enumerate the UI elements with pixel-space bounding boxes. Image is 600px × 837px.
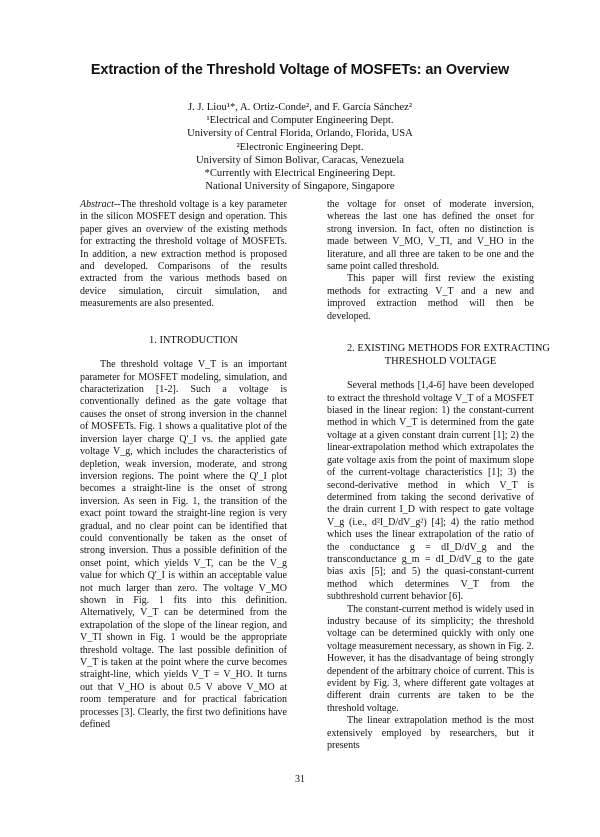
- paper-title: Extraction of the Threshold Voltage of MOSFETs: an Overview: [90, 62, 510, 78]
- section-heading-existing-methods-line1: 2. EXISTING METHODS FOR EXTRACTING: [347, 343, 550, 355]
- page-number: 31: [295, 774, 305, 785]
- left-column: [80, 199, 287, 731]
- right-column: [327, 199, 550, 752]
- affiliation-line: *Currently with Electrical Engineering Dept.: [204, 168, 396, 180]
- body-paragraph: The constant-current method is widely used in industry because of its simplicity; the threshold voltage can be determined quickly with only one voltage measurement necessary, as shown in Fig. 2. However, it has the disadvantage of being strongly dependent of the arbitrary choice of current. This is evident by Fig. 3, where different gate voltages at different drain currents are taken to be the threshold voltage.: [327, 603, 534, 714]
- abstract-label: Abstract--: [80, 199, 121, 210]
- body-paragraph: The threshold voltage V_T is an important parameter for MOSFET modeling, simulation, and characterization [1-2]. Such a voltage is conventionally defined as the gate voltage that causes the onset of strong inversion in the channel of MOSFETs. Fig. 1 shows a qualitative plot of the inversion layer charge Q'_I vs. the applied gate voltage V_g, which includes the characteristics of depletion, weak inversion, moderate, and strong inversion regions. The point where the Q'_I plot becomes a straight-line is the onset of strong inversion. As seen in Fig. 1, the transition of the exact point toward the straight-line region is very gradual, and no clear point can be identified that could conventionally be taken as the onset of strong inversion. Thus a possible definition of the onset point, which yields V_T, can be the V_g value for which Q'_I is within an acceptable value not much larger than zero. The voltage V_MO shown in Fig. 1 fits into this definition. Alternatively, V_T can be determined from the extrapolation of the slope of the linear region, and V_TI shown in Fig. 1 would be the appropriate threshold voltage. The last possible definition of V_T is taken at the point where the curve becomes straight-line, which yields V_T = V_HO. It turns out that V_HO is about 0.5 V above V_MO at room temperature and for practical fabrication processes [3]. Clearly, the first two definitions have defined: [80, 359, 287, 731]
- author-names: J. J. Liou¹*, A. Ortiz-Conde², and F. García Sánchez²: [187, 102, 413, 113]
- affiliation-line: National University of Singapore, Singapore: [205, 181, 395, 193]
- affiliation-line: University of Simon Bolivar, Caracas, Venezuela: [196, 154, 404, 166]
- affiliation-line: ¹Electrical and Computer Engineering Dept.: [206, 115, 394, 127]
- body-paragraph: The linear extrapolation method is the most extensively employed by researchers, but it presents: [327, 715, 534, 752]
- affiliation-line: ²Electronic Engineering Dept.: [236, 141, 364, 153]
- abstract: [80, 199, 287, 311]
- body-paragraph: This paper will first review the existing methods for extracting V_T and a new and improved extraction method will then be developed.: [327, 273, 534, 322]
- abstract-text: The threshold voltage is a key parameter in the silicon MOSFET design and operation. This paper gives an overview of the existing methods for extracting the threshold voltage of MOSFETs. In addition, a new extraction method is proposed and developed. Comparisons of the results extracted from the various methods based on device simulation, circuit simulation, and measurements are also presented.: [80, 199, 287, 310]
- author-block: [0, 101, 600, 193]
- body-paragraph: Several methods [1,4-6] have been developed to extract the threshold voltage V_T of a MOSFET biased in the linear region: 1) the constant-current method in which V_T is determined from the gate voltage at a given constant drain current [1]; 2) the linear-extrapolation method which extrapolates the gate voltage axis from the point of maximum slope of the current-voltage characteristics [1]; 3) the second-derivative method in which V_T is determined from taking the second derivative of the drain current I_D with respect to gate voltage V_g (i.e., d²I_D/dV_g²) [4]; 4) the ratio method which uses the linear extrapolation of the ratio of the conductance g = dI_D/dV_g and the transconductance g_m = dI_D/dV_g to the gate bias axis [5]; and 5) the quasi-constant-current method which determines V_T from the subthreshold current behavior [6].: [327, 380, 534, 603]
- section-heading-introduction: 1. INTRODUCTION: [149, 334, 238, 346]
- affiliation-line: University of Central Florida, Orlando, Florida, USA: [187, 128, 413, 140]
- section-heading-existing-methods-line2: THRESHOLD VOLTAGE: [384, 355, 497, 367]
- body-paragraph: the voltage for onset of moderate inversion, whereas the last one has defined the onset for strong inversion. In fact, often no distinction is made between V_MO, V_TI, and V_HO in the literature, and all three are taken to be one and the same point called threshold.: [327, 199, 534, 273]
